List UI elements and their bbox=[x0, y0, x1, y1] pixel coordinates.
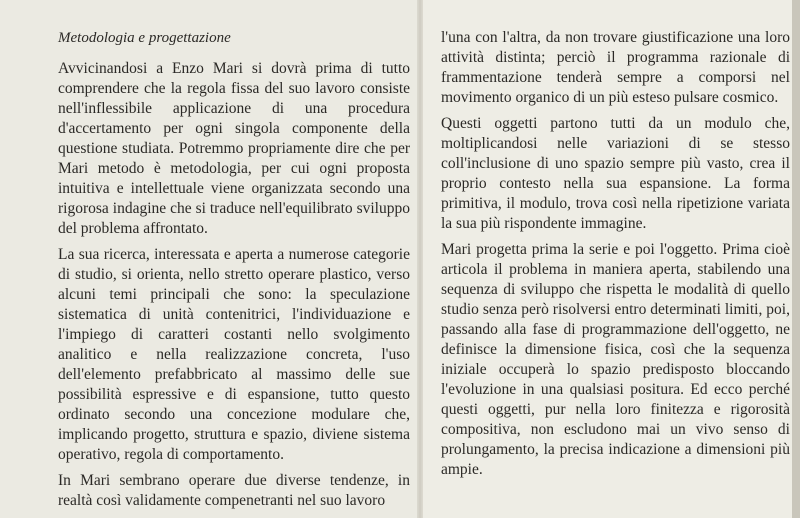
right-text-column bbox=[441, 28, 790, 486]
paragraph: Questi oggetti partono tutti da un modulo che, moltiplicandosi nelle variazioni di se stesso coll'inclusione di uno spazio sempre più vasto, crea il proprio contesto nella sua espansione. La forma primitiva, il modulo, trova così nella ripetizione variata la sua più rispondente immagine. bbox=[441, 115, 790, 232]
page-gutter bbox=[417, 0, 423, 518]
section-heading: Metodologia e progettazione bbox=[58, 30, 231, 46]
paragraph: l'una con l'altra, da non trovare giustificazione una loro attività distinta; perciò il programma razionale di frammentazione tenderà sempre a comporsi nel movimento organico di un più esteso pulsare cosmico. bbox=[441, 29, 790, 106]
page-edge bbox=[792, 0, 800, 518]
left-text-column bbox=[58, 28, 410, 517]
paragraph: In Mari sembrano operare due diverse tendenze, in realtà così validamente compenetranti nel suo lavoro bbox=[58, 472, 410, 509]
paragraph: Avvicinandosi a Enzo Mari si dovrà prima di tutto comprendere che la regola fissa del suo lavoro consiste nell'inflessibile applicazione di una procedura d'accertamento per ogni singola componente della questione studiata. Potremmo propriamente dire che per Mari metodo è metodologia, per cui ogni proposta intuitiva e intellettuale viene organizzata secondo una rigorosa indagine che si traduce nell'equilibrato sviluppo del problema affrontato. bbox=[58, 60, 410, 237]
paragraph: Mari progetta prima la serie e poi l'oggetto. Prima cioè articola il problema in maniera aperta, stabilendo una sequenza di sviluppo che rispetta le modalità di quello studio senza però risolversi entro determinati limiti, poi, passando alla fase di programmazione dell'oggetto, ne definisce la dimensione fisica, così che la sequenza iniziale occuperà lo spazio predisposto bloccando l'evoluzione in una qualsiasi positura. Ed ecco perché questi oggetti, pur nella loro finitezza e rigorosità compositiva, non escludono mai un vivo senso di prolungamento, la precisa indicazione a dimensioni più ampie. bbox=[441, 241, 790, 478]
paragraph: La sua ricerca, interessata e aperta a numerose categorie di studio, si orienta, nello stretto operare plastico, verso alcuni temi principali che sono: la speculazione sistematica di unità contenitrici, l'individuazione e l'impiego di caratteri costanti nello svolgimento analitico e nella realizzazione concreta, l'uso dell'elemento prefabbricato al massimo delle sue possibilità espressive e di espansione, tutto questo ordinato secondo una concezione modulare che, implicando progetto, struttura e spazio, diviene sistema operativo, regola di comportamento. bbox=[58, 246, 410, 463]
